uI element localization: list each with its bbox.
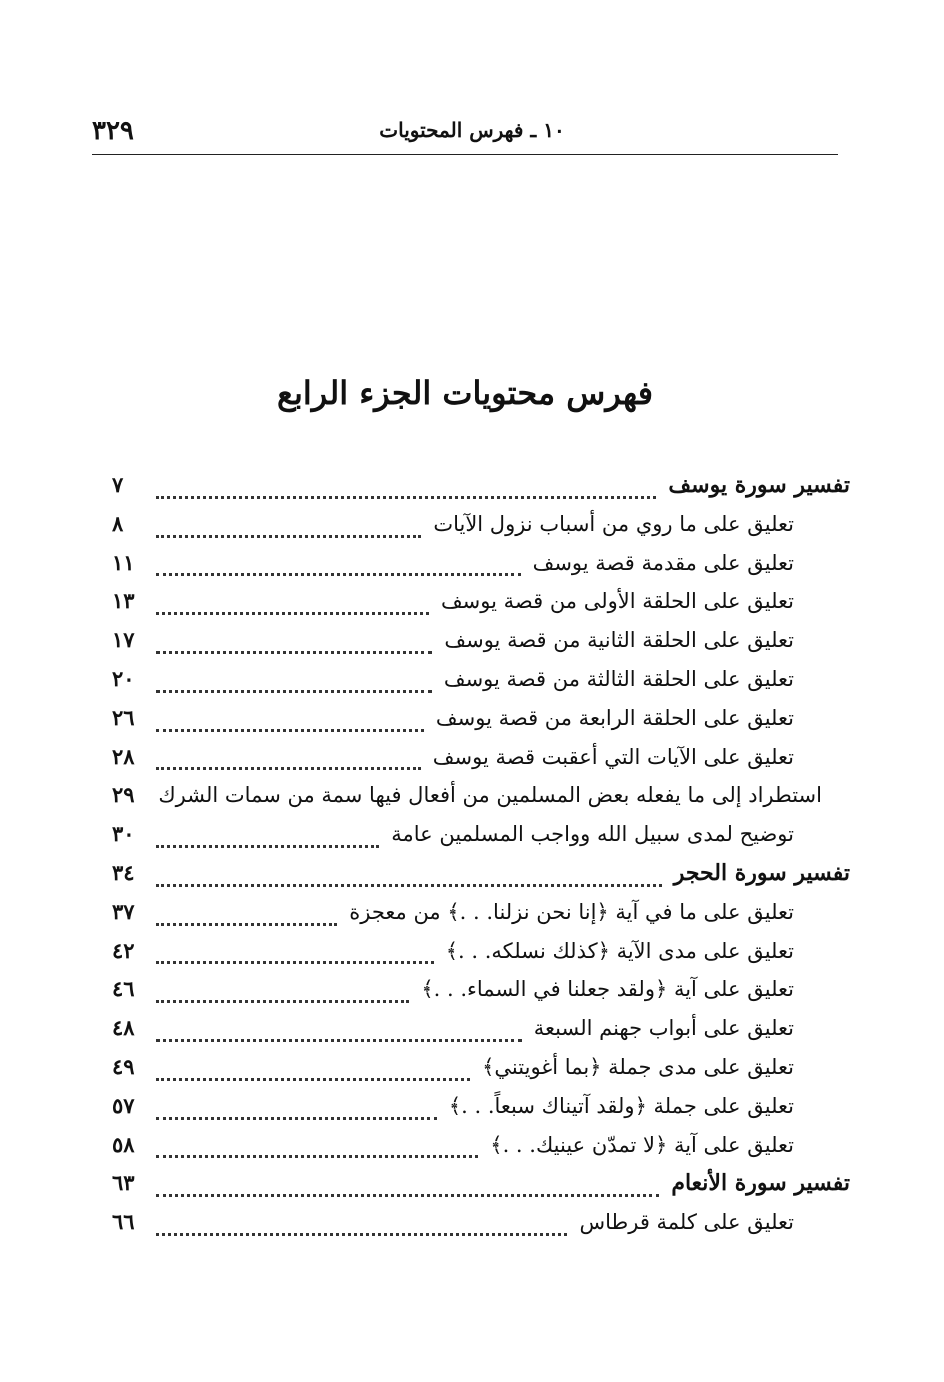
entry-text: تعليق على ما في آية ﴿إنا نحن نزلنا. . .﴾ من معجزة <box>349 899 794 924</box>
running-title: ١٠ ـ فهرس المحتويات <box>379 118 565 142</box>
dot-leader <box>156 612 429 615</box>
dot-leader <box>156 884 662 887</box>
toc-section-hijr <box>112 860 850 899</box>
toc-section-yusuf <box>112 472 850 511</box>
entry-page-number: ٤٢ <box>112 937 135 963</box>
dot-leader <box>156 573 521 576</box>
entry-text: تعليق على كلمة قرطاس <box>579 1210 794 1235</box>
entry-text: توضيح لمدى سبيل الله وواجب المسلمين عامة <box>391 822 794 847</box>
entry-text: تعليق على الحلقة الرابعة من قصة يوسف <box>435 705 794 730</box>
dot-leader <box>156 1078 470 1081</box>
entry-page-number: ٨ <box>112 510 124 536</box>
dot-leader <box>156 1155 478 1158</box>
entry-text: تعليق على الحلقة الأولى من قصة يوسف <box>440 589 794 614</box>
page-title: فهرس محتويات الجزء الرابع <box>276 374 654 412</box>
entry-page-number: ٣٤ <box>112 859 135 885</box>
entry-page-number: ٥٨ <box>112 1131 135 1157</box>
dot-leader <box>156 1000 409 1003</box>
entry-text: تعليق على مدى جملة ﴿بما أغويتني﴾ <box>482 1054 794 1079</box>
entry-text: تعليق على مقدمة قصة يوسف <box>532 550 794 575</box>
dot-leader <box>156 535 421 538</box>
dot-leader <box>156 729 424 732</box>
entry-page-number: ٢٩ <box>112 782 135 808</box>
entry-page-number: ١٣ <box>112 588 135 614</box>
dot-leader <box>156 1117 437 1120</box>
toc-entry <box>112 821 850 860</box>
toc-entry <box>112 744 850 783</box>
toc-entry <box>112 627 850 666</box>
entry-page-number: ٤٩ <box>112 1053 135 1079</box>
toc-entry <box>112 550 850 589</box>
toc-entry <box>112 899 850 938</box>
entry-page-number: ٢٨ <box>112 743 135 769</box>
entry-page-number: ٣٠ <box>112 821 135 847</box>
dot-leader <box>156 1039 522 1042</box>
dot-leader <box>156 961 434 964</box>
entry-page-number: ٥٧ <box>112 1092 135 1118</box>
entry-page-number: ٢٦ <box>112 704 135 730</box>
toc-entry <box>112 511 850 550</box>
page-number: ٣٢٩ <box>92 116 134 146</box>
dot-leader <box>156 690 432 693</box>
running-header <box>92 108 838 155</box>
entry-text: تعليق على الحلقة الثالثة من قصة يوسف <box>443 666 794 691</box>
entry-page-number: ٦٦ <box>112 1209 135 1235</box>
toc-entry <box>112 705 850 744</box>
toc-entry <box>112 1132 850 1171</box>
toc-entry <box>112 666 850 705</box>
toc-entry <box>112 782 850 821</box>
entry-page-number: ١١ <box>112 549 135 575</box>
entry-text: تعليق على الحلقة الثانية من قصة يوسف <box>444 628 794 653</box>
toc-entry <box>112 938 850 977</box>
dot-leader <box>156 923 337 926</box>
entry-page-number: ٣٧ <box>112 898 135 924</box>
toc-entry <box>112 976 850 1015</box>
entry-page-number: ٧ <box>112 472 124 497</box>
entry-text: تفسير سورة الحجر <box>673 859 850 886</box>
dot-leader <box>156 1233 567 1236</box>
entry-text: تعليق على جملة ﴿ولقد آتيناك سبعاً. . .﴾ <box>448 1093 794 1118</box>
table-of-contents <box>112 472 850 1248</box>
toc-entry <box>112 1209 850 1248</box>
entry-page-number: ٤٦ <box>112 976 135 1002</box>
toc-entry <box>112 1015 850 1054</box>
entry-page-number: ٤٨ <box>112 1015 135 1041</box>
toc-entry <box>112 1093 850 1132</box>
entry-page-number: ٦٣ <box>112 1170 135 1196</box>
dot-leader <box>156 496 656 499</box>
entry-text: تعليق على آية ﴿ولقد جعلنا في السماء. . .﴾ <box>421 977 794 1002</box>
entry-text: تعليق على أبواب جهنم السبعة <box>533 1016 794 1041</box>
toc-entry <box>112 588 850 627</box>
entry-text: تعليق على ما روي من أسباب نزول الآيات <box>433 511 794 536</box>
dot-leader <box>156 845 379 848</box>
dot-leader <box>156 767 421 770</box>
dot-leader <box>156 1194 659 1197</box>
entry-text: استطراد إلى ما يفعله بعض المسلمين من أفعال فيها سمة من سمات الشرك <box>158 783 822 808</box>
toc-section-anam <box>112 1170 850 1209</box>
dot-leader <box>156 651 432 654</box>
entry-text: تعليق على آية ﴿لا تمدّن عينيك. . .﴾ <box>490 1132 794 1157</box>
entry-text: تفسير سورة يوسف <box>668 472 850 498</box>
entry-text: تعليق على الآيات التي أعقبت قصة يوسف <box>432 744 794 769</box>
entry-text: تفسير سورة الأنعام <box>671 1170 850 1197</box>
entry-page-number: ١٧ <box>112 627 135 653</box>
entry-text: تعليق على مدى الآية ﴿كذلك نسلكه. . .﴾ <box>445 938 794 963</box>
toc-entry <box>112 1054 850 1093</box>
entry-page-number: ٢٠ <box>112 665 135 691</box>
